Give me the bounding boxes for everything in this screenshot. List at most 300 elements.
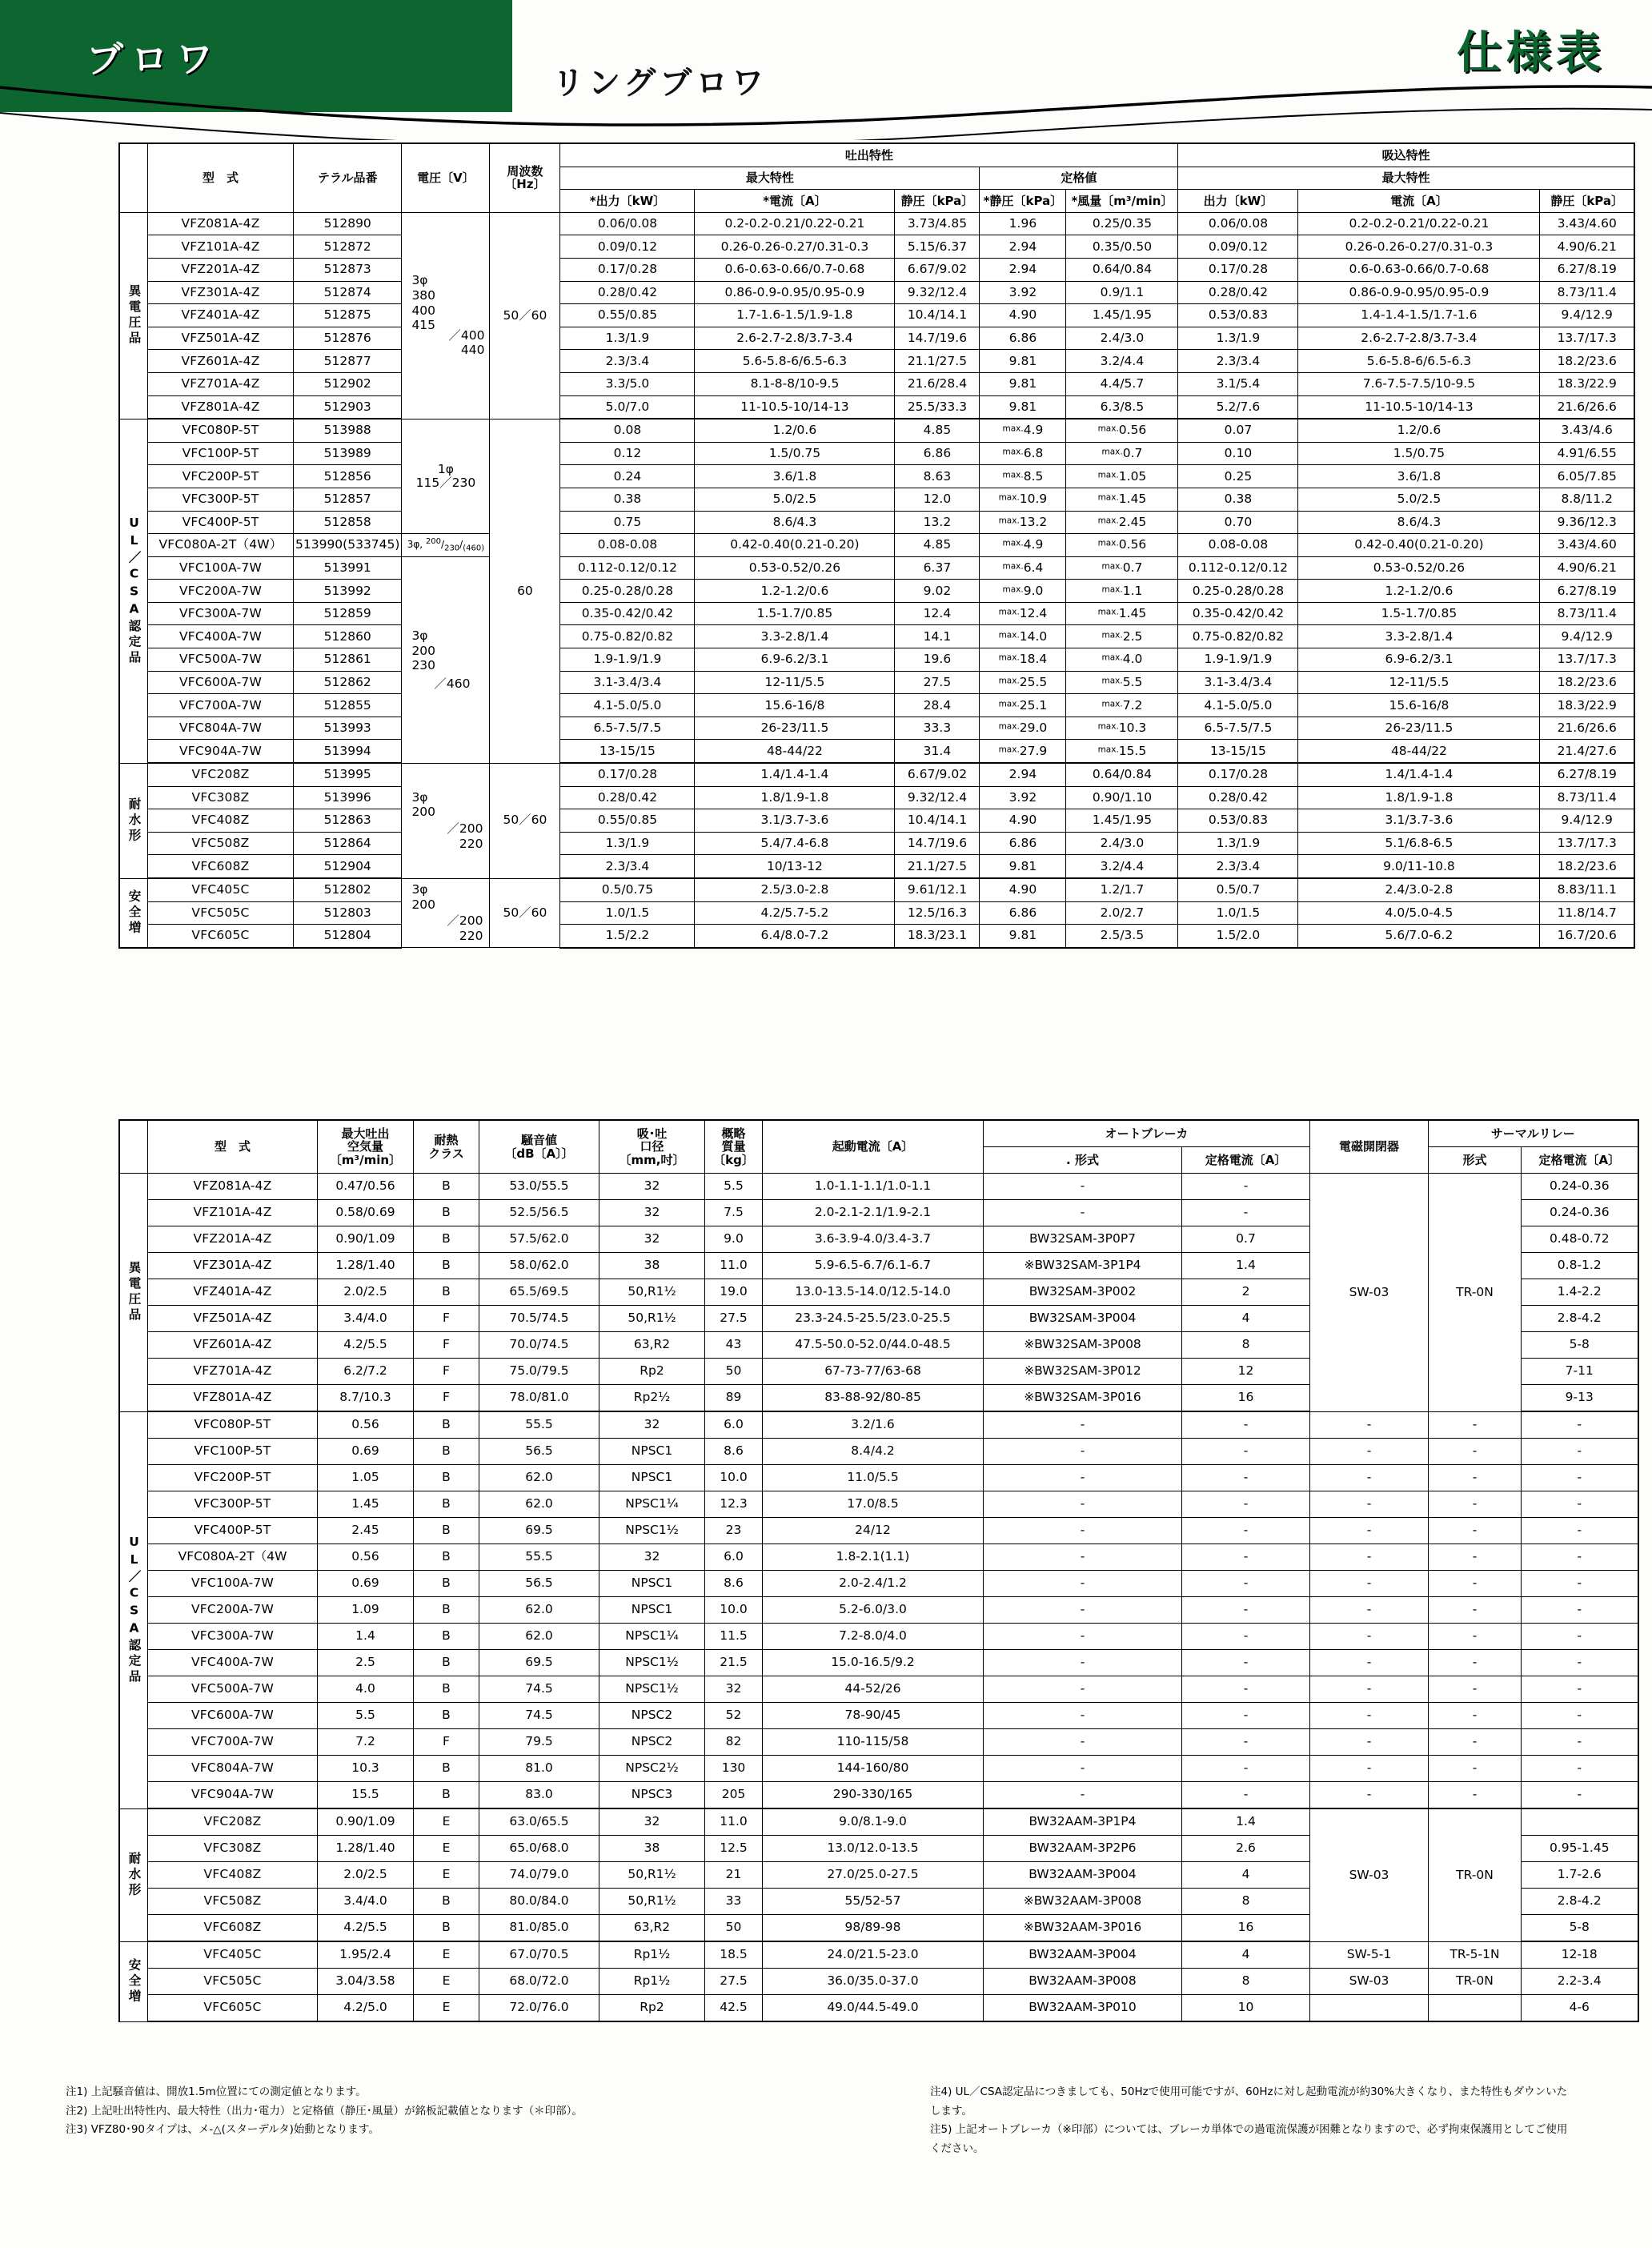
max-static-pressure: 9.02 — [895, 580, 980, 603]
suction-static-pressure: 8.8/11.2 — [1540, 488, 1634, 511]
max-air-volume: 7.2 — [318, 1729, 414, 1756]
auto-breaker-type: - — [984, 1729, 1182, 1756]
model-name: VFC208Z — [148, 763, 294, 786]
starting-current: 98/89-98 — [763, 1915, 984, 1942]
suction-current-a: 3.1/3.7-3.6 — [1298, 809, 1540, 833]
noise-level: 78.0/81.0 — [479, 1385, 599, 1412]
auto-breaker-type: - — [984, 1676, 1182, 1703]
rated-static-pressure: $^{max.}$14.0 — [980, 625, 1066, 648]
table-row — [119, 327, 1634, 350]
table-row — [119, 1676, 1638, 1703]
group-label-0: 異電圧品 — [119, 1174, 148, 1412]
suction-current-a: 1.5-1.7/0.85 — [1298, 602, 1540, 625]
max-output-kw: 3.1-3.4/3.4 — [560, 671, 695, 694]
rated-static-pressure: 2.94 — [980, 763, 1066, 786]
group-label-2: 耐水形 — [119, 1808, 148, 1941]
magnetic-contactor: - — [1310, 1703, 1429, 1729]
starting-current: 7.2-8.0/4.0 — [763, 1624, 984, 1650]
suction-output-kw: 0.25 — [1178, 465, 1298, 488]
max-current-a: 0.53-0.52/0.26 — [695, 556, 895, 580]
starting-current: 17.0/8.5 — [763, 1491, 984, 1518]
t2-header-th-type: 形式 — [1429, 1147, 1522, 1174]
t1-header-suction-max: 最大特性 — [1178, 167, 1634, 190]
max-output-kw: 0.09/0.12 — [560, 235, 695, 259]
suction-output-kw: 0.08-0.08 — [1178, 534, 1298, 557]
table-row — [119, 602, 1634, 625]
part-number: 513994 — [294, 740, 402, 763]
model-name: VFC308Z — [148, 1836, 318, 1862]
model-name: VFZ081A-4Z — [148, 212, 294, 235]
suction-static-pressure: 18.2/23.6 — [1540, 855, 1634, 878]
suction-static-pressure: 11.8/14.7 — [1540, 901, 1634, 925]
starting-current: 44-52/26 — [763, 1676, 984, 1703]
approx-weight: 52 — [705, 1703, 763, 1729]
approx-weight: 27.5 — [705, 1969, 763, 1995]
heat-class: E — [414, 1995, 479, 2022]
bore-size: 63,R2 — [599, 1915, 705, 1942]
noise-level: 74.5 — [479, 1676, 599, 1703]
heat-class: E — [414, 1941, 479, 1969]
heat-class: E — [414, 1808, 479, 1836]
model-name: VFC804A-7W — [148, 1756, 318, 1782]
max-current-a: 1.5-1.7/0.85 — [695, 602, 895, 625]
footnote-3: 注3) VFZ80･90タイプは、メ-△(スターデルタ)始動となります。 — [66, 2123, 379, 2137]
suction-static-pressure: 8.73/11.4 — [1540, 281, 1634, 304]
max-output-kw: 0.24 — [560, 465, 695, 488]
approx-weight: 130 — [705, 1756, 763, 1782]
max-current-a: 5.6-5.8-6/6.5-6.3 — [695, 350, 895, 373]
noise-level: 62.0 — [479, 1491, 599, 1518]
thermal-relay-rated: - — [1522, 1491, 1638, 1518]
suction-static-pressure: 6.27/8.19 — [1540, 258, 1634, 281]
auto-breaker-type: BW32SAM-3P004 — [984, 1306, 1182, 1332]
rated-flow: 0.64/0.84 — [1066, 763, 1178, 786]
rated-static-pressure: $^{max.}$9.0 — [980, 580, 1066, 603]
heat-class: B — [414, 1571, 479, 1597]
magnetic-contactor: SW-03 — [1310, 1808, 1429, 1941]
thermal-relay-type: TR-0N — [1429, 1969, 1522, 1995]
heat-class: B — [414, 1253, 479, 1279]
model-name: VFZ301A-4Z — [148, 1253, 318, 1279]
suction-output-kw: 0.09/0.12 — [1178, 235, 1298, 259]
bore-size: NPSC2½ — [599, 1756, 705, 1782]
approx-weight: 89 — [705, 1385, 763, 1412]
table-row — [119, 1995, 1638, 2022]
max-static-pressure: 10.4/14.1 — [895, 809, 980, 833]
suction-static-pressure: 13.7/17.3 — [1540, 832, 1634, 855]
thermal-relay-rated: - — [1522, 1465, 1638, 1491]
auto-breaker-type: - — [984, 1465, 1182, 1491]
page-header — [0, 0, 1652, 120]
max-current-a: 10/13-12 — [695, 855, 895, 878]
noise-level: 55.5 — [479, 1411, 599, 1439]
suction-current-a: 3.6/1.8 — [1298, 465, 1540, 488]
model-name: VFC200A-7W — [148, 1597, 318, 1624]
rated-flow: 0.9/1.1 — [1066, 281, 1178, 304]
table-row — [119, 1571, 1638, 1597]
table-row — [119, 1729, 1638, 1756]
max-current-a: 1.2-1.2/0.6 — [695, 580, 895, 603]
max-output-kw: 2.3/3.4 — [560, 350, 695, 373]
auto-breaker-rated: 8 — [1182, 1969, 1310, 1995]
rated-flow: 2.5/3.5 — [1066, 925, 1178, 948]
thermal-relay-rated: 1.4-2.2 — [1522, 1279, 1638, 1306]
part-number: 512862 — [294, 671, 402, 694]
max-static-pressure: 4.85 — [895, 419, 980, 442]
max-output-kw: 0.17/0.28 — [560, 763, 695, 786]
rated-flow: $^{max.}$0.7 — [1066, 556, 1178, 580]
rated-flow: $^{max.}$1.45 — [1066, 602, 1178, 625]
noise-level: 74.0/79.0 — [479, 1862, 599, 1889]
rated-static-pressure: $^{max.}$6.4 — [980, 556, 1066, 580]
noise-level: 80.0/84.0 — [479, 1889, 599, 1915]
heat-class: B — [414, 1782, 479, 1809]
table-row — [119, 534, 1634, 557]
auto-breaker-rated: - — [1182, 1174, 1310, 1200]
table-row — [119, 419, 1634, 442]
group-label-1: UL／CSA認定品 — [119, 1411, 148, 1808]
rated-flow: $^{max.}$1.45 — [1066, 488, 1178, 511]
table-row — [119, 212, 1634, 235]
rated-static-pressure: 9.81 — [980, 395, 1066, 419]
suction-current-a: 11-10.5-10/14-13 — [1298, 395, 1540, 419]
t1-header-suction: 吸込特性 — [1178, 143, 1634, 167]
table-row — [119, 1650, 1638, 1676]
auto-breaker-rated: 16 — [1182, 1385, 1310, 1412]
thermal-relay-rated: - — [1522, 1518, 1638, 1544]
heat-class: B — [414, 1226, 479, 1253]
max-static-pressure: 27.5 — [895, 671, 980, 694]
suction-current-a: 5.1/6.8-6.5 — [1298, 832, 1540, 855]
noise-level: 81.0 — [479, 1756, 599, 1782]
suction-static-pressure: 18.2/23.6 — [1540, 671, 1634, 694]
suction-output-kw: 1.0/1.5 — [1178, 901, 1298, 925]
starting-current: 2.0-2.1-2.1/1.9-2.1 — [763, 1200, 984, 1226]
model-name: VFZ301A-4Z — [148, 281, 294, 304]
suction-output-kw: 0.17/0.28 — [1178, 763, 1298, 786]
noise-level: 75.0/79.5 — [479, 1359, 599, 1385]
table-row — [119, 925, 1634, 948]
rated-flow: $^{max.}$15.5 — [1066, 740, 1178, 763]
auto-breaker-type: - — [984, 1782, 1182, 1809]
model-name: VFZ701A-4Z — [148, 1359, 318, 1385]
suction-static-pressure: 8.73/11.4 — [1540, 786, 1634, 809]
max-static-pressure: 9.32/12.4 — [895, 281, 980, 304]
table-row — [119, 580, 1634, 603]
thermal-relay-rated: 12-18 — [1522, 1941, 1638, 1969]
bore-size: Rp2½ — [599, 1385, 705, 1412]
noise-level: 65.0/68.0 — [479, 1836, 599, 1862]
suction-static-pressure: 18.3/22.9 — [1540, 372, 1634, 395]
t1-body — [119, 212, 1634, 948]
suction-output-kw: 0.28/0.42 — [1178, 281, 1298, 304]
auto-breaker-rated: - — [1182, 1439, 1310, 1465]
approx-weight: 12.3 — [705, 1491, 763, 1518]
rated-static-pressure: $^{max.}$18.4 — [980, 648, 1066, 672]
max-output-kw: 0.38 — [560, 488, 695, 511]
noise-level: 70.0/74.5 — [479, 1332, 599, 1359]
starting-current: 23.3-24.5-25.5/23.0-25.5 — [763, 1306, 984, 1332]
part-number: 512858 — [294, 511, 402, 534]
group-label-3: 安全増 — [119, 878, 148, 948]
max-output-kw: 0.06/0.08 — [560, 212, 695, 235]
thermal-relay-type: - — [1429, 1465, 1522, 1491]
max-static-pressure: 3.73/4.85 — [895, 212, 980, 235]
model-name: VFZ201A-4Z — [148, 258, 294, 281]
suction-current-a: 26-23/11.5 — [1298, 717, 1540, 740]
table-row — [119, 648, 1634, 672]
max-output-kw: 0.75-0.82/0.82 — [560, 625, 695, 648]
magnetic-contactor — [1310, 1995, 1429, 2022]
thermal-relay-rated: - — [1522, 1703, 1638, 1729]
starting-current: 36.0/35.0-37.0 — [763, 1969, 984, 1995]
table-row — [119, 1439, 1638, 1465]
suction-output-kw: 4.1-5.0/5.0 — [1178, 694, 1298, 717]
max-air-volume: 0.69 — [318, 1571, 414, 1597]
noise-level: 63.0/65.5 — [479, 1808, 599, 1836]
suction-static-pressure: 6.27/8.19 — [1540, 763, 1634, 786]
suction-static-pressure: 13.7/17.3 — [1540, 648, 1634, 672]
noise-level: 74.5 — [479, 1703, 599, 1729]
bore-size: NPSC1 — [599, 1439, 705, 1465]
noise-level: 67.0/70.5 — [479, 1941, 599, 1969]
frequency-spec: 50／60 — [490, 212, 560, 419]
part-number: 513989 — [294, 442, 402, 465]
heat-class: B — [414, 1518, 479, 1544]
max-current-a: 1.5/0.75 — [695, 442, 895, 465]
max-output-kw: 0.75 — [560, 511, 695, 534]
heat-class: B — [414, 1465, 479, 1491]
suction-current-a: 1.2/0.6 — [1298, 419, 1540, 442]
part-number: 513992 — [294, 580, 402, 603]
suction-static-pressure: 21.6/26.6 — [1540, 717, 1634, 740]
max-output-kw: 1.0/1.5 — [560, 901, 695, 925]
max-current-a: 1.7-1.6-1.5/1.9-1.8 — [695, 304, 895, 327]
t2-header-thermal: サーマルリレー — [1429, 1120, 1638, 1147]
thermal-relay-rated: 2.2-3.4 — [1522, 1969, 1638, 1995]
auto-breaker-rated: - — [1182, 1200, 1310, 1226]
max-air-volume: 2.0/2.5 — [318, 1279, 414, 1306]
approx-weight: 7.5 — [705, 1200, 763, 1226]
thermal-relay-rated: - — [1522, 1650, 1638, 1676]
max-static-pressure: 19.6 — [895, 648, 980, 672]
noise-level: 65.5/69.5 — [479, 1279, 599, 1306]
suction-output-kw: 0.112-0.12/0.12 — [1178, 556, 1298, 580]
table-row — [119, 258, 1634, 281]
t1-header-max-char: 最大特性 — [560, 167, 980, 190]
auto-breaker-rated: 16 — [1182, 1915, 1310, 1942]
suction-output-kw: 0.25-0.28/0.28 — [1178, 580, 1298, 603]
part-number: 512802 — [294, 878, 402, 901]
auto-breaker-type: ※BW32SAM-3P1P4 — [984, 1253, 1182, 1279]
max-air-volume: 1.05 — [318, 1465, 414, 1491]
approx-weight: 12.5 — [705, 1836, 763, 1862]
table-row — [119, 350, 1634, 373]
noise-level: 52.5/56.5 — [479, 1200, 599, 1226]
model-name: VFC500A-7W — [148, 1676, 318, 1703]
rated-static-pressure: 1.96 — [980, 212, 1066, 235]
rated-static-pressure: $^{max.}$12.4 — [980, 602, 1066, 625]
approx-weight: 9.0 — [705, 1226, 763, 1253]
suction-current-a: 0.26-0.26-0.27/0.31-0.3 — [1298, 235, 1540, 259]
max-static-pressure: 21.1/27.5 — [895, 350, 980, 373]
magnetic-contactor: - — [1310, 1439, 1429, 1465]
thermal-relay-type: - — [1429, 1411, 1522, 1439]
heat-class: F — [414, 1385, 479, 1412]
bore-size: NPSC2 — [599, 1703, 705, 1729]
suction-static-pressure: 8.73/11.4 — [1540, 602, 1634, 625]
heat-class: E — [414, 1836, 479, 1862]
max-air-volume: 1.09 — [318, 1597, 414, 1624]
max-current-a: 2.5/3.0-2.8 — [695, 878, 895, 901]
specification-table-1-container — [118, 143, 1635, 949]
table-row — [119, 832, 1634, 855]
rated-flow: 1.2/1.7 — [1066, 878, 1178, 901]
model-name: VFZ101A-4Z — [148, 1200, 318, 1226]
max-air-volume: 2.0/2.5 — [318, 1862, 414, 1889]
auto-breaker-rated: - — [1182, 1729, 1310, 1756]
thermal-relay-type: TR-0N — [1429, 1808, 1522, 1941]
magnetic-contactor: - — [1310, 1624, 1429, 1650]
group-label-3: 安全増 — [119, 1941, 148, 2021]
max-static-pressure: 4.85 — [895, 534, 980, 557]
max-current-a: 8.6/4.3 — [695, 511, 895, 534]
suction-current-a: 15.6-16/8 — [1298, 694, 1540, 717]
part-number: 513996 — [294, 786, 402, 809]
rated-flow: $^{max.}$1.05 — [1066, 465, 1178, 488]
auto-breaker-type: BW32AAM-3P2P6 — [984, 1836, 1182, 1862]
frequency-spec: 50／60 — [490, 878, 560, 948]
max-static-pressure: 6.67/9.02 — [895, 763, 980, 786]
thermal-relay-type: - — [1429, 1518, 1522, 1544]
suction-output-kw: 3.1-3.4/3.4 — [1178, 671, 1298, 694]
max-air-volume: 10.3 — [318, 1756, 414, 1782]
rated-flow: 0.25/0.35 — [1066, 212, 1178, 235]
t2-header-th-rated: 定格電流〔A〕 — [1522, 1147, 1638, 1174]
starting-current: 11.0/5.5 — [763, 1465, 984, 1491]
table-row — [119, 1941, 1638, 1969]
max-air-volume: 1.28/1.40 — [318, 1836, 414, 1862]
bore-size: 50,R1½ — [599, 1279, 705, 1306]
auto-breaker-rated: - — [1182, 1491, 1310, 1518]
max-air-volume: 1.4 — [318, 1624, 414, 1650]
suction-static-pressure: 9.36/12.3 — [1540, 511, 1634, 534]
suction-static-pressure: 4.91/6.55 — [1540, 442, 1634, 465]
max-air-volume: 2.45 — [318, 1518, 414, 1544]
category-tab-label: ブロワ — [86, 38, 221, 81]
rated-flow: 2.4/3.0 — [1066, 832, 1178, 855]
rated-static-pressure: $^{max.}$29.0 — [980, 717, 1066, 740]
approx-weight: 42.5 — [705, 1995, 763, 2022]
max-air-volume: 4.2/5.5 — [318, 1915, 414, 1942]
noise-level: 56.5 — [479, 1571, 599, 1597]
thermal-relay-rated: - — [1522, 1597, 1638, 1624]
noise-level: 62.0 — [479, 1624, 599, 1650]
max-air-volume: 6.2/7.2 — [318, 1359, 414, 1385]
heat-class: B — [414, 1650, 479, 1676]
approx-weight: 43 — [705, 1332, 763, 1359]
model-name: VFC700A-7W — [148, 1729, 318, 1756]
approx-weight: 50 — [705, 1359, 763, 1385]
t1-header-cur-a: *電流〔A〕 — [695, 190, 895, 213]
rated-flow: $^{max.}$7.2 — [1066, 694, 1178, 717]
table-row — [119, 1544, 1638, 1571]
table-row — [119, 1491, 1638, 1518]
noise-level: 72.0/76.0 — [479, 1995, 599, 2022]
auto-breaker-type: BW32AAM-3P004 — [984, 1862, 1182, 1889]
max-air-volume: 3.4/4.0 — [318, 1306, 414, 1332]
noise-level: 69.5 — [479, 1650, 599, 1676]
max-air-volume: 0.69 — [318, 1439, 414, 1465]
thermal-relay-type: - — [1429, 1571, 1522, 1597]
suction-current-a: 2.4/3.0-2.8 — [1298, 878, 1540, 901]
part-number: 512855 — [294, 694, 402, 717]
part-number: 512877 — [294, 350, 402, 373]
model-name: VFZ101A-4Z — [148, 235, 294, 259]
magnetic-contactor: - — [1310, 1782, 1429, 1809]
suction-current-a: 6.9-6.2/3.1 — [1298, 648, 1540, 672]
part-number: 512904 — [294, 855, 402, 878]
noise-level: 68.0/72.0 — [479, 1969, 599, 1995]
thermal-relay-rated: - — [1522, 1676, 1638, 1703]
rated-static-pressure: 4.90 — [980, 809, 1066, 833]
t1-header-part: テラル品番 — [294, 143, 402, 212]
max-static-pressure: 14.1 — [895, 625, 980, 648]
rated-flow: 3.2/4.4 — [1066, 855, 1178, 878]
max-static-pressure: 6.67/9.02 — [895, 258, 980, 281]
table-row — [119, 488, 1634, 511]
max-air-volume: 0.56 — [318, 1544, 414, 1571]
max-current-a: 1.8/1.9-1.8 — [695, 786, 895, 809]
auto-breaker-rated: 8 — [1182, 1889, 1310, 1915]
thermal-relay-rated: 1.7-2.6 — [1522, 1862, 1638, 1889]
noise-level: 56.5 — [479, 1439, 599, 1465]
group-label-2: 耐水形 — [119, 763, 148, 878]
suction-current-a: 5.6-5.8-6/6.5-6.3 — [1298, 350, 1540, 373]
suction-current-a: 0.42-0.40(0.21-0.20) — [1298, 534, 1540, 557]
approx-weight: 8.6 — [705, 1439, 763, 1465]
approx-weight: 6.0 — [705, 1411, 763, 1439]
max-output-kw: 0.28/0.42 — [560, 786, 695, 809]
model-name: VFZ601A-4Z — [148, 350, 294, 373]
auto-breaker-type: - — [984, 1650, 1182, 1676]
model-name: VFC605C — [148, 1995, 318, 2022]
part-number: 513988 — [294, 419, 402, 442]
model-name: VFZ801A-4Z — [148, 395, 294, 419]
max-air-volume: 1.28/1.40 — [318, 1253, 414, 1279]
auto-breaker-type: BW32SAM-3P002 — [984, 1279, 1182, 1306]
part-number: 512863 — [294, 809, 402, 833]
approx-weight: 8.6 — [705, 1571, 763, 1597]
model-name: VFC804A-7W — [148, 717, 294, 740]
rated-static-pressure: 9.81 — [980, 350, 1066, 373]
suction-current-a: 1.5/0.75 — [1298, 442, 1540, 465]
model-name: VFC200P-5T — [148, 1465, 318, 1491]
max-air-volume: 1.45 — [318, 1491, 414, 1518]
rated-static-pressure: $^{max.}$4.9 — [980, 534, 1066, 557]
model-name: VFC208Z — [148, 1808, 318, 1836]
heat-class: B — [414, 1279, 479, 1306]
model-name: VFC100A-7W — [148, 1571, 318, 1597]
table-row — [119, 281, 1634, 304]
max-air-volume: 0.47/0.56 — [318, 1174, 414, 1200]
suction-output-kw: 0.38 — [1178, 488, 1298, 511]
suction-static-pressure: 13.7/17.3 — [1540, 327, 1634, 350]
starting-current: 13.0-13.5-14.0/12.5-14.0 — [763, 1279, 984, 1306]
auto-breaker-type: ※BW32AAM-3P016 — [984, 1915, 1182, 1942]
t2-header-ab-type: . 形式 — [984, 1147, 1182, 1174]
table-row — [119, 235, 1634, 259]
